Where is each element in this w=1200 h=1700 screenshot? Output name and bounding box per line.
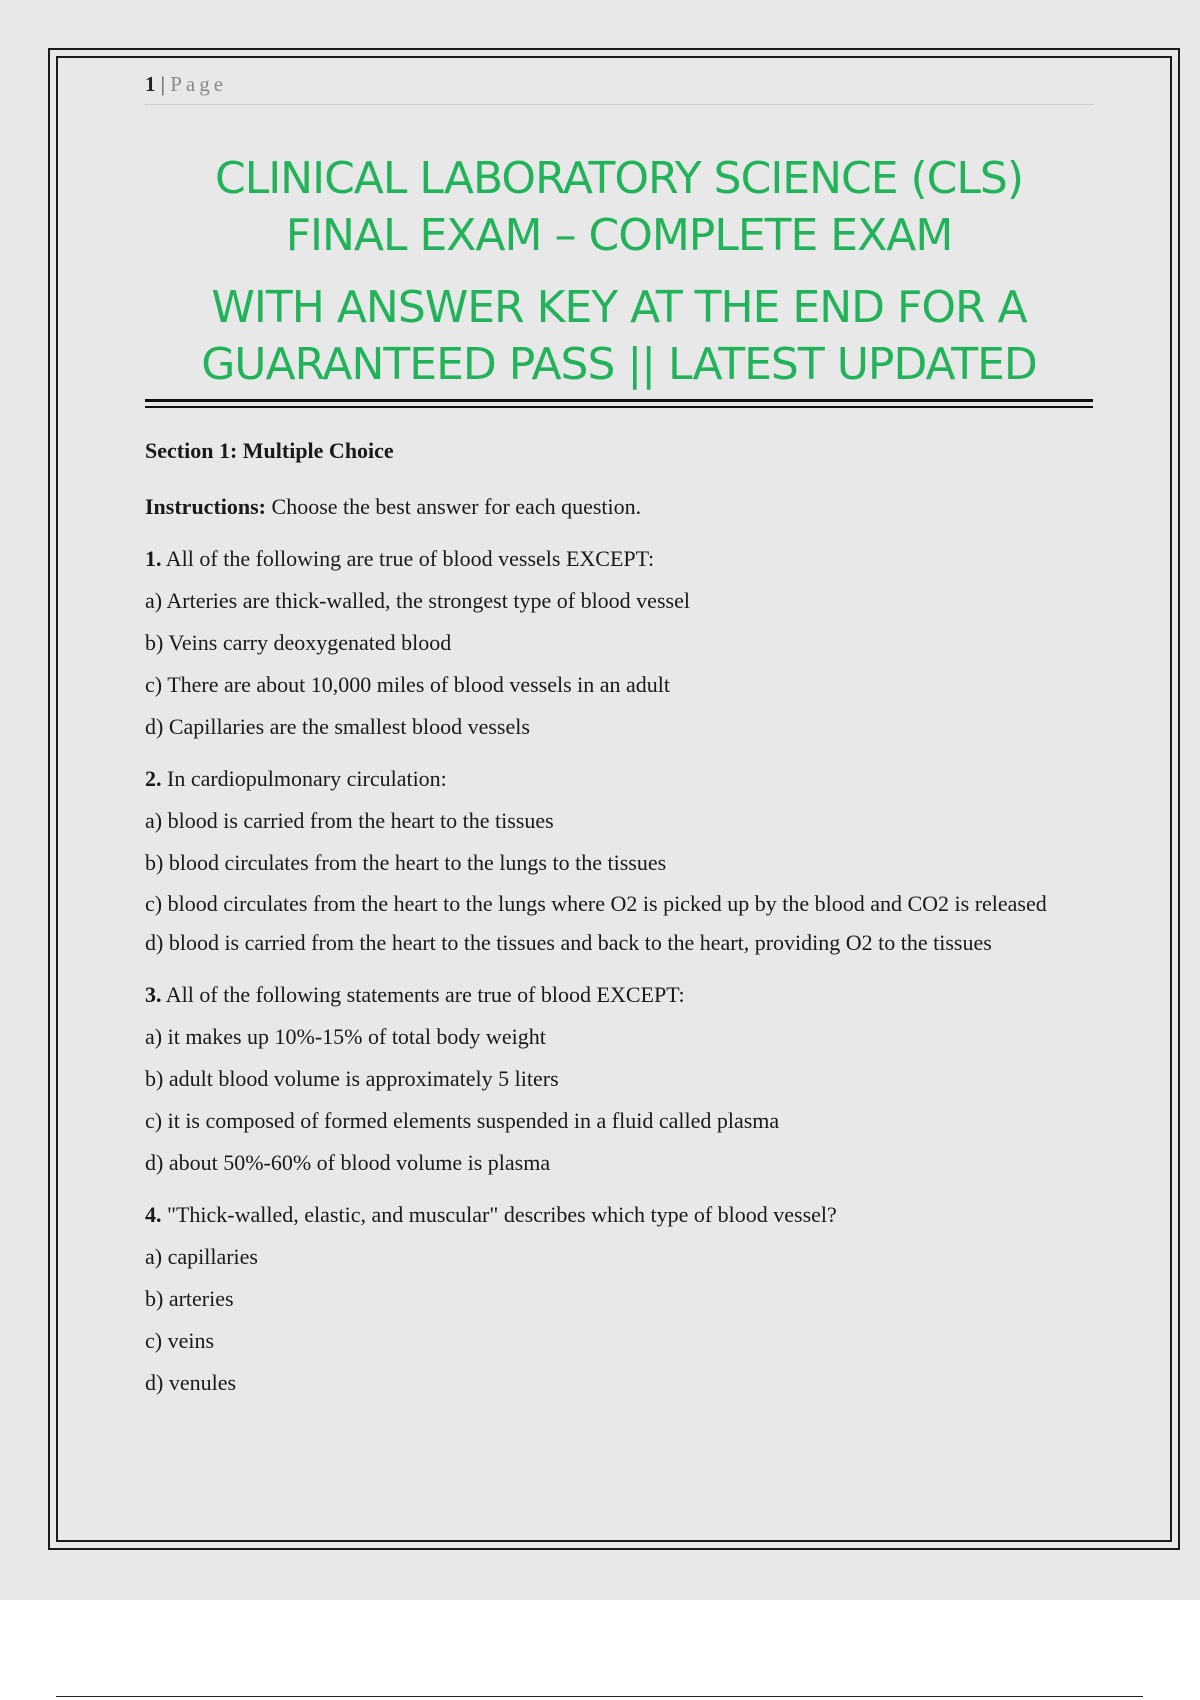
option-b: b) adult blood volume is approximately 5 liters xyxy=(145,1066,559,1091)
question-number: 4. xyxy=(145,1202,162,1227)
option-d: d) Capillaries are the smallest blood vessels xyxy=(145,714,530,739)
option-c: c) blood circulates from the heart to the lungs where O2 is picked up by the blood and CO2 is released xyxy=(145,891,1047,916)
question-stem xyxy=(145,544,1093,574)
document-title xyxy=(145,150,1093,393)
question-number: 2. xyxy=(145,766,162,791)
question-stem xyxy=(145,1200,1093,1230)
page-label: Page xyxy=(170,72,228,96)
question-text: In cardiopulmonary circulation: xyxy=(161,766,447,791)
page-number: 1 xyxy=(145,72,156,96)
question-4 xyxy=(145,1200,1093,1398)
option-c: c) it is composed of formed elements suspended in a fluid called plasma xyxy=(145,1108,780,1133)
title-line-4: GUARANTEED PASS || LATEST UPDATED xyxy=(201,339,1037,390)
question-3 xyxy=(145,980,1093,1178)
option-d: d) about 50%-60% of blood volume is plasma xyxy=(145,1150,551,1175)
option-d: d) blood is carried from the heart to the tissues and back to the heart, providing O2 to the tissues xyxy=(145,930,992,955)
question-text: "Thick-walled, elastic, and muscular" describes which type of blood vessel? xyxy=(161,1202,837,1227)
question-number: 3. xyxy=(145,982,162,1007)
question-1 xyxy=(145,544,1093,742)
option-a: a) it makes up 10%-15% of total body weight xyxy=(145,1024,546,1049)
option-a: a) blood is carried from the heart to the tissues xyxy=(145,808,554,833)
document-content xyxy=(145,70,1093,1410)
question-stem xyxy=(145,764,1093,794)
instructions-label: Instructions: xyxy=(145,494,267,519)
next-page-top-rule xyxy=(56,1696,1143,1697)
instructions xyxy=(145,492,1093,522)
question-text: All of the following are true of blood vessels EXCEPT: xyxy=(161,546,655,571)
page-separator: | xyxy=(160,72,165,96)
question-2 xyxy=(145,764,1093,958)
question-text: All of the following statements are true of blood EXCEPT: xyxy=(161,982,685,1007)
option-a: a) capillaries xyxy=(145,1244,258,1269)
option-c: c) veins xyxy=(145,1328,215,1353)
option-b: b) Veins carry deoxygenated blood xyxy=(145,630,452,655)
question-number: 1. xyxy=(145,546,162,571)
title-underline-rule xyxy=(145,399,1093,408)
title-line-1: CLINICAL LABORATORY SCIENCE (CLS) xyxy=(214,153,1024,204)
page-header xyxy=(145,70,1093,105)
title-line-2: FINAL EXAM – COMPLETE EXAM xyxy=(285,210,953,261)
instructions-text: Choose the best answer for each question. xyxy=(266,494,642,519)
question-stem xyxy=(145,980,1093,1010)
title-line-3: WITH ANSWER KEY AT THE END FOR A xyxy=(211,282,1027,333)
option-b: b) blood circulates from the heart to the lungs to the tissues xyxy=(145,850,667,875)
option-b: b) arteries xyxy=(145,1286,234,1311)
option-a: a) Arteries are thick-walled, the strongest type of blood vessel xyxy=(145,588,690,613)
section-heading: Section 1: Multiple Choice xyxy=(145,438,394,463)
option-c: c) There are about 10,000 miles of blood vessels in an adult xyxy=(145,672,671,697)
option-d: d) venules xyxy=(145,1370,237,1395)
